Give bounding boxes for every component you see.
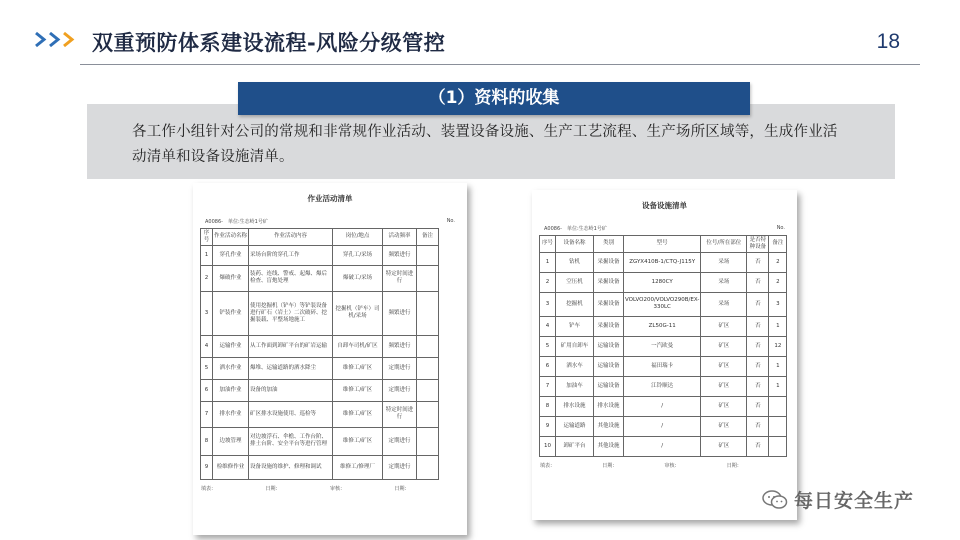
table-cell: 铲车 [556,316,594,336]
footer-label: 审核： [664,462,680,469]
table-cell: 定期进行 [383,427,417,455]
table-cell: 排水设施 [594,396,624,416]
table-cell: 对边坡浮石、伞檐、工作台阶、排土台阶、安全平台等进行管理 [249,427,333,455]
table-header-cell: 备注 [417,229,439,246]
table-cell: 穿孔工/采场 [333,245,383,265]
table-header-cell: 设备名称 [556,236,594,253]
table-cell: 1 [540,252,556,272]
table-cell: 8 [540,396,556,416]
table-header-cell: 类别 [594,236,624,253]
table-cell: 一汽欧曼 [624,336,701,356]
table-cell: 4 [201,335,213,357]
table-cell: 否 [747,396,769,416]
table-cell: VOLVO200/VOLVO290B/EX-330LC [624,292,701,316]
table-cell [417,265,439,291]
table-cell: 定期进行 [383,379,417,401]
table-cell: 设备设施的维护、修理和调试 [249,455,333,479]
table-cell: 频繁进行 [383,245,417,265]
table-cell: 爆破作业 [213,265,249,291]
table-cell: 钻机 [556,252,594,272]
table-cell: 5 [201,357,213,379]
table-cell: 矿区 [701,376,747,396]
equipment-doc-unit: A0086- 单位:生态岭1号矿 [544,226,607,232]
table-cell: 洒水作业 [213,357,249,379]
activity-doc-unit: A0086- 单位:生态岭1号矿 [205,219,268,225]
table-cell: 7 [540,376,556,396]
watermark [762,486,914,513]
table-cell: 否 [747,272,769,292]
table-cell: 采掘设备 [594,292,624,316]
table-cell: 1 [769,376,787,396]
chevron-right-icon [34,31,47,48]
table-cell: 否 [747,316,769,336]
table-cell: 1 [769,316,787,336]
table-cell: / [624,416,701,436]
table-cell: 5 [540,336,556,356]
table-cell: 6 [201,379,213,401]
table-cell: 采场 [701,292,747,316]
table-header-cell: 作业活动名称 [213,229,249,246]
table-cell: 矿区 [701,416,747,436]
table-row [540,376,787,396]
table-cell: 否 [747,416,769,436]
table-cell: 否 [747,436,769,456]
chevron-right-icon [48,31,61,48]
table-cell: 空压机 [556,272,594,292]
chevrons-icon [34,31,76,48]
table-cell: 设备的加油 [249,379,333,401]
table-cell: 采场台阶的穿孔工作 [249,245,333,265]
activity-table [200,228,439,480]
table-cell: 2 [201,265,213,291]
table-cell: 矿区排水设施使用、巡检等 [249,401,333,427]
title-divider [80,64,920,65]
table-cell: 否 [747,356,769,376]
table-cell: 运输设备 [594,356,624,376]
table-row [201,427,439,455]
table-row [201,291,439,335]
table-cell: 采场 [701,272,747,292]
table-cell: 爆堆、运输道路的洒水降尘 [249,357,333,379]
equipment-list-document [532,190,797,520]
table-cell: 特定时间进行 [383,401,417,427]
table-cell: 加油车 [556,376,594,396]
table-cell: 否 [747,376,769,396]
equipment-doc-no: No. [776,225,785,231]
table-cell: 装药、连线、警戒、起爆、爆后检查、盲炮处理 [249,265,333,291]
watermark-text: 每日安全生产 [794,490,915,512]
table-cell: 9 [201,455,213,479]
table-cell: 3 [201,291,213,335]
equipment-doc-footer [532,462,797,469]
footer-label: 审核： [330,485,346,492]
footer-label: 日期： [394,485,410,492]
table-cell: 3 [540,292,556,316]
table-cell: 江铃顺达 [624,376,701,396]
table-header-cell: 备注 [769,236,787,253]
activity-list-document [193,183,467,535]
table-row [540,316,787,336]
table-cell [417,401,439,427]
table-cell: 其他设施 [594,416,624,436]
table-header-cell: 岗位/地点 [333,229,383,246]
table-cell: 排水作业 [213,401,249,427]
table-cell: 采掘设备 [594,316,624,336]
table-cell [417,335,439,357]
table-row [201,401,439,427]
table-cell: 1280CY [624,272,701,292]
section-heading: （1）资料的收集 [238,82,750,115]
table-cell: 维修工/矿区 [333,379,383,401]
table-cell: 维修工/矿区 [333,401,383,427]
table-cell: / [624,436,701,456]
table-cell: 爆破工/采场 [333,265,383,291]
table-row [540,336,787,356]
table-row [540,416,787,436]
activity-doc-footer [193,485,467,492]
table-cell: 否 [747,252,769,272]
table-cell [769,436,787,456]
table-cell: 频繁进行 [383,291,417,335]
slide-title: 双重预防体系建设流程-风险分级管控 [92,31,446,55]
table-row [201,335,439,357]
table-cell: 采场 [701,252,747,272]
table-cell: 运输作业 [213,335,249,357]
table-row [540,272,787,292]
table-header-cell: 作业活动内容 [249,229,333,246]
table-cell: 穿孔作业 [213,245,249,265]
table-row [201,245,439,265]
table-cell: 10 [540,436,556,456]
table-cell: 矿区 [701,316,747,336]
table-cell: 挖掘机 [556,292,594,316]
table-cell: 自卸车司机/矿区 [333,335,383,357]
table-cell: 维修工/矿区 [333,427,383,455]
table-cell: 边坡管理 [213,427,249,455]
table-cell: 洒水车 [556,356,594,376]
footer-label: 日期： [602,462,618,469]
equipment-doc-meta [532,225,797,232]
chevron-right-icon [62,31,75,48]
table-header-cell: 活动频率 [383,229,417,246]
footer-label: 填表： [201,485,217,492]
table-cell [769,396,787,416]
table-header-cell: 序号 [201,229,213,246]
table-cell: 特定时间进行 [383,265,417,291]
table-row [540,356,787,376]
table-cell: 其他设施 [594,436,624,456]
table-cell: 从工作面到卸矿平台的矿岩运输 [249,335,333,357]
table-cell: 12 [769,336,787,356]
table-cell: 检维修作业 [213,455,249,479]
table-cell: 铲装作业 [213,291,249,335]
table-cell: 2 [540,272,556,292]
table-cell: 1 [769,356,787,376]
table-cell: 维修工/矿区 [333,357,383,379]
table-cell [417,379,439,401]
table-row [540,436,787,456]
table-cell: 矿区 [701,336,747,356]
table-header-cell: 是否特种设备 [747,236,769,253]
table-header-cell: 型号 [624,236,701,253]
equipment-table [539,235,787,457]
table-cell: 9 [540,416,556,436]
table-cell: 加油作业 [213,379,249,401]
footer-label: 日期： [726,462,742,469]
table-cell: 运输设备 [594,376,624,396]
table-cell [769,416,787,436]
table-cell: 7 [201,401,213,427]
table-row [540,396,787,416]
activity-doc-title: 作业活动清单 [307,194,353,203]
wechat-icon [762,490,788,510]
table-cell: 采掘设备 [594,272,624,292]
table-cell: 2 [769,272,787,292]
table-row [201,379,439,401]
table-cell: 定期进行 [383,357,417,379]
table-cell: 排水设施 [556,396,594,416]
table-cell: 矿区 [701,396,747,416]
table-cell: 2 [769,252,787,272]
table-cell: 4 [540,316,556,336]
table-cell: 维修工/修理厂 [333,455,383,479]
table-cell: / [624,396,701,416]
activity-doc-no: No. [446,218,455,224]
table-header-cell: 序号 [540,236,556,253]
table-cell [417,245,439,265]
table-row [540,292,787,316]
table-cell: 运输设备 [594,336,624,356]
table-cell: 8 [201,427,213,455]
activity-doc-meta [193,218,467,225]
section-description: 各工作小组针对公司的常规和非常规作业活动、装置设备设施、生产工艺流程、生产场所区域等，生成作业活动清单和设备设施清单。 [132,124,838,165]
table-cell: 采掘设备 [594,252,624,272]
table-cell: 福田瑞卡 [624,356,701,376]
table-row [201,265,439,291]
table-row [201,455,439,479]
table-row [540,252,787,272]
table-cell: 3 [769,292,787,316]
table-cell: 运输道路 [556,416,594,436]
table-cell [417,455,439,479]
page-number: 18 [876,30,900,53]
table-cell: 6 [540,356,556,376]
footer-label: 日期： [265,485,281,492]
table-cell: 矿区 [701,436,747,456]
table-cell: ZGYX410B-1/CTQ-J115Y [624,252,701,272]
table-cell: 卸矿平台 [556,436,594,456]
table-cell: 挖掘机（铲车）司机/采场 [333,291,383,335]
equipment-doc-title: 设备设施清单 [642,201,687,210]
table-cell: 矿区 [701,356,747,376]
table-cell [417,427,439,455]
footer-label: 填表： [540,462,556,469]
table-cell: 1 [201,245,213,265]
table-cell: 否 [747,292,769,316]
table-cell [417,357,439,379]
table-header-cell: 位号/所在部位 [701,236,747,253]
table-cell: 定期进行 [383,455,417,479]
table-cell: 矿用自卸车 [556,336,594,356]
table-cell [417,291,439,335]
table-row [201,357,439,379]
table-cell: 否 [747,336,769,356]
table-cell: 使用挖掘机（铲车）等铲装设备进行矿石（岩土）二次破碎、挖掘装载、平整场地施工 [249,291,333,335]
table-cell: 频繁进行 [383,335,417,357]
table-cell: ZL50G-11 [624,316,701,336]
